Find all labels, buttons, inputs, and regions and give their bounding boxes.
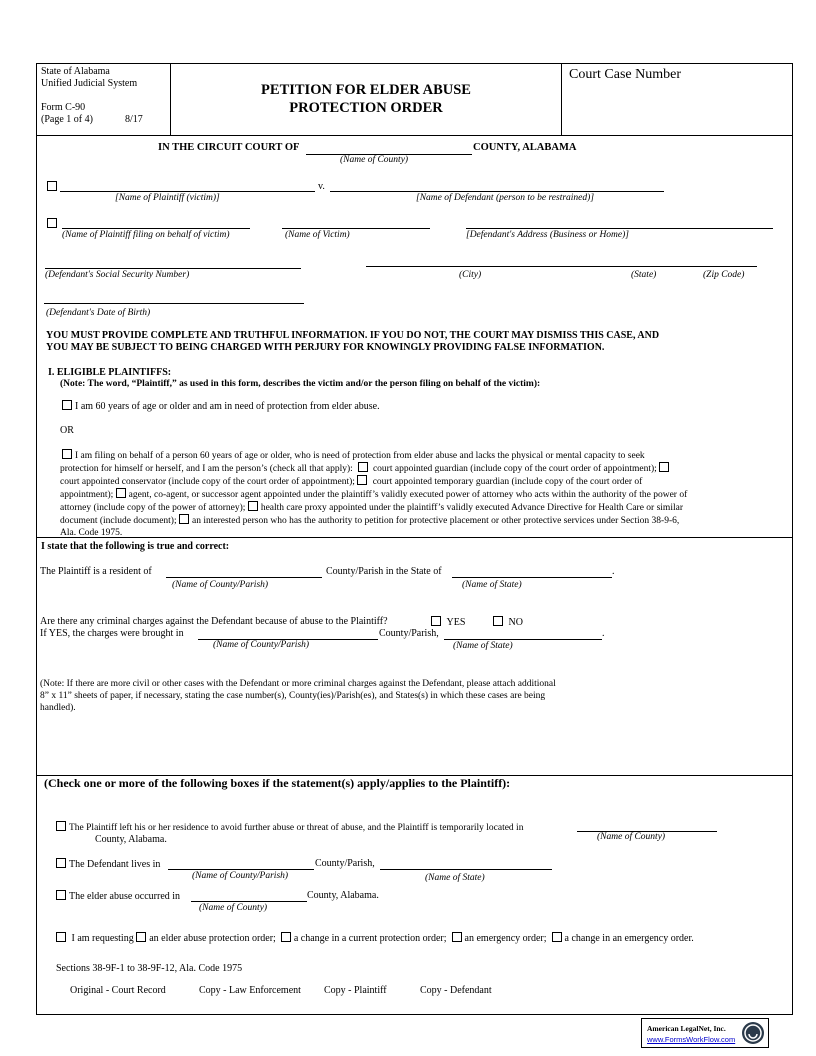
victim-name-input[interactable] <box>282 228 430 229</box>
behalf-checkbox[interactable] <box>47 218 57 228</box>
conservator-checkbox[interactable] <box>659 462 669 472</box>
resident-county-caption: (Name of County/Parish) <box>172 580 269 590</box>
zip-caption: (Zip Code) <box>703 270 745 280</box>
note-line1: (Note: If there are more civil or other cases with the Defendant or more criminal charges against the Defendant, please attach additional <box>40 679 556 689</box>
abuse-occurred-text-b: County, Alabama. <box>307 890 379 901</box>
warning-line2: YOU MAY BE SUBJECT TO BEING CHARGED WITH PERJURY FOR KNOWINGLY PROVIDING FALSE INFORMATION. <box>46 342 605 353</box>
behalf-name-input[interactable] <box>62 228 250 229</box>
opt2-line3a-text: court appointed conservator (include copy of the court order of appointment); <box>60 477 355 487</box>
note-line2: 8” x 11” sheets of paper, if necessary, stating the case number(s), County(ies)/Parish(es), and States(s) in which these cases are being <box>40 691 546 701</box>
statement-intro: I state that the following is true and correct: <box>41 541 230 552</box>
section-divider-1 <box>36 537 793 538</box>
resident-state-caption: (Name of State) <box>462 580 522 590</box>
opt2-line5a-text: attorney (include copy of the power of attorney); <box>60 503 246 513</box>
ssn-caption: (Defendant's Social Security Number) <box>45 270 190 280</box>
warning-line1: YOU MUST PROVIDE COMPLETE AND TRUTHFUL INFORMATION. IF YOU DO NOT, THE COURT MAY DISMISS THIS CASE, AND <box>46 330 660 341</box>
city-state-zip-input[interactable] <box>366 266 757 267</box>
left-residence-checkbox[interactable] <box>56 821 66 831</box>
charges-county-caption: (Name of County/Parish) <box>213 640 310 650</box>
opt2-line1 <box>62 449 645 463</box>
header-revision: 8/17 <box>125 114 143 125</box>
header-divider-right <box>561 63 562 136</box>
header-state: State of Alabama <box>41 66 110 77</box>
court-county-caption: (Name of County) <box>340 155 409 165</box>
charges-yes-checkbox[interactable] <box>431 616 441 626</box>
requesting-row <box>56 932 694 944</box>
copy-defendant: Copy - Defendant <box>420 985 492 996</box>
defendant-lives-text-b: County/Parish, <box>315 858 375 869</box>
charges-where-a: If YES, the charges were brought in <box>40 628 184 639</box>
ssn-input[interactable] <box>45 268 301 269</box>
victim-caption: (Name of Victim) <box>285 230 350 240</box>
guardian-checkbox[interactable] <box>358 462 368 472</box>
opt2-line5 <box>60 501 683 515</box>
left-residence-text: The Plaintiff left his or her residence to avoid further abuse or threat of abuse, and the Plaintiff is temporarily located in <box>69 823 524 833</box>
defendant-caption: [Name of Defendant (person to be restrained)] <box>416 193 595 203</box>
left-residence-item[interactable] <box>56 821 523 833</box>
opt2-line6 <box>60 514 679 528</box>
req-opt1-label: an elder abuse protection order; <box>149 933 276 944</box>
req-opt2-label: a change in a current protection order; <box>293 933 447 944</box>
option-behalf-checkbox[interactable] <box>62 449 72 459</box>
logo-website-link[interactable]: www.FormsWorkFlow.com <box>647 1035 736 1044</box>
charges-end: . <box>602 628 605 639</box>
opt2-line4 <box>60 488 687 502</box>
defendant-lives-checkbox[interactable] <box>56 858 66 868</box>
resident-end: . <box>612 566 615 577</box>
abuse-occurred-text-a: The elder abuse occurred in <box>69 891 181 902</box>
opt2-line6b-text: an interested person who has the authority to petition for protective placement or other protective services under Section 38-9-6, <box>191 516 680 526</box>
option-60-plus-label: I am 60 years of age or older and am in need of protection from elder abuse. <box>75 401 380 412</box>
agent-checkbox[interactable] <box>116 488 126 498</box>
abuse-occurred-item[interactable] <box>56 890 180 902</box>
opt2-line3b-text: court appointed temporary guardian (include copy of the court order of <box>372 477 643 487</box>
opt2-line2a-text: protection for himself or herself, and I am the person’s (check all that apply): <box>60 464 353 474</box>
left-residence-county-caption: (Name of County) <box>597 832 666 842</box>
defendant-lives-county-caption: (Name of County/Parish) <box>192 871 289 881</box>
behalf-caption: (Name of Plaintiff filing on behalf of victim) <box>62 230 230 240</box>
charges-yes-label: YES <box>446 617 466 628</box>
court-case-number-input[interactable] <box>566 88 790 130</box>
plaintiff-victim-checkbox[interactable] <box>47 181 57 191</box>
opt2-line4a-text: appointment); <box>60 490 114 500</box>
interested-person-checkbox[interactable] <box>179 514 189 524</box>
requesting-checkbox[interactable] <box>56 932 66 942</box>
charges-no-label: NO <box>508 617 523 628</box>
or-label: OR <box>60 425 74 436</box>
logo-company-name: American LegalNet, Inc. <box>647 1024 726 1033</box>
req-opt1-checkbox[interactable] <box>136 932 146 942</box>
opt2-line1-text: I am filing on behalf of a person 60 years of age or older, who is need of protection from elder abuse and lacks the physical or mental capacity to seek <box>75 451 645 461</box>
form-title-line1: PETITION FOR ELDER ABUSE <box>261 82 471 98</box>
form-title <box>171 81 561 117</box>
defendant-lives-text-a: The Defendant lives in <box>69 859 161 870</box>
opt2-line3 <box>60 475 642 489</box>
sections-citation: Sections 38-9F-1 to 38-9F-12, Ala. Code 1975 <box>56 963 243 974</box>
resident-label-a: The Plaintiff is a resident of <box>40 566 152 577</box>
header-page-info: (Page 1 of 4) <box>41 114 93 125</box>
abuse-occurred-county-input[interactable] <box>191 901 307 902</box>
checks-heading: (Check one or more of the following boxes if the statement(s) apply/applies to the Plaintiff): <box>44 776 511 790</box>
defendant-address-input[interactable] <box>466 228 773 229</box>
defendant-name-input[interactable] <box>330 191 664 192</box>
court-prefix: IN THE CIRCUIT COURT OF <box>158 142 300 153</box>
req-opt2-checkbox[interactable] <box>281 932 291 942</box>
plaintiff-name-input[interactable] <box>60 191 315 192</box>
copy-court-record: Original - Court Record <box>70 985 166 996</box>
charges-state-caption: (Name of State) <box>453 641 513 651</box>
city-caption: (City) <box>459 270 482 280</box>
resident-label-b: County/Parish in the State of <box>326 566 442 577</box>
defendant-lives-item[interactable] <box>56 858 160 870</box>
left-residence-cont: County, Alabama. <box>95 834 167 845</box>
charges-yes[interactable] <box>431 616 465 628</box>
versus-label: v. <box>318 181 325 192</box>
logo-emblem-icon <box>741 1021 765 1045</box>
opt2-line5b-text: health care proxy appointed under the plaintiff’s validly executed Advance Directive for Health Care or similar <box>260 503 683 513</box>
court-suffix: COUNTY, ALABAMA <box>473 142 577 153</box>
abuse-occurred-checkbox[interactable] <box>56 890 66 900</box>
health-care-proxy-checkbox[interactable] <box>248 501 258 511</box>
resident-county-input[interactable] <box>166 577 322 578</box>
req-opt3-checkbox[interactable] <box>452 932 462 942</box>
defendant-lives-county-input[interactable] <box>168 869 314 870</box>
note-line3: handled). <box>40 703 76 713</box>
copy-plaintiff: Copy - Plaintiff <box>324 985 387 996</box>
req-opt3-label: an emergency order; <box>464 933 547 944</box>
charges-no-checkbox[interactable] <box>493 616 503 626</box>
copy-law-enforcement: Copy - Law Enforcement <box>199 985 301 996</box>
header-form-number: Form C-90 <box>41 102 86 113</box>
opt2-line7: Ala. Code 1975. <box>60 528 123 538</box>
eligible-heading: I. ELIGIBLE PLAINTIFFS: <box>48 367 172 378</box>
resident-state-input[interactable] <box>452 577 612 578</box>
option-60-plus-checkbox[interactable] <box>62 400 72 410</box>
opt2-line6a-text: document (include document); <box>60 516 177 526</box>
opt2-line2 <box>60 462 672 476</box>
opt2-line4b-text: agent, co-agent, or successor agent appointed under the plaintiff’s validly executed power of attorney who acts within the authority of the power of <box>128 490 688 500</box>
header-system: Unified Judicial System <box>41 78 138 89</box>
opt2-line2b-text: court appointed guardian (include copy of the court order of appointment); <box>372 464 657 474</box>
court-case-number-label: Court Case Number <box>569 67 681 82</box>
option-60-plus[interactable] <box>62 400 380 412</box>
charges-state-input[interactable] <box>444 639 602 640</box>
charges-no[interactable] <box>493 616 523 628</box>
requesting-label: I am requesting <box>71 933 134 944</box>
req-opt4-label: a change in an emergency order. <box>564 933 694 944</box>
defendant-lives-state-caption: (Name of State) <box>425 873 485 883</box>
plaintiff-caption: [Name of Plaintiff (victim)] <box>115 193 220 203</box>
defendant-lives-state-input[interactable] <box>380 869 552 870</box>
state-caption: (State) <box>631 270 657 280</box>
req-opt4-checkbox[interactable] <box>552 932 562 942</box>
dob-input[interactable] <box>44 303 304 304</box>
dob-caption: (Defendant's Date of Birth) <box>46 308 151 318</box>
abuse-occurred-county-caption: (Name of County) <box>199 903 268 913</box>
legalnet-logo[interactable] <box>641 1018 769 1048</box>
address-caption: [Defendant's Address (Business or Home)] <box>466 230 629 240</box>
charges-question: Are there any criminal charges against the Defendant because of abuse to the Plaintiff? <box>40 616 388 627</box>
eligible-note: (Note: The word, “Plaintiff,” as used in this form, describes the victim and/or the person filing on behalf of the victim): <box>60 379 541 389</box>
temporary-guardian-checkbox[interactable] <box>357 475 367 485</box>
form-title-line2: PROTECTION ORDER <box>289 100 443 116</box>
charges-where-b: County/Parish, <box>379 628 439 639</box>
